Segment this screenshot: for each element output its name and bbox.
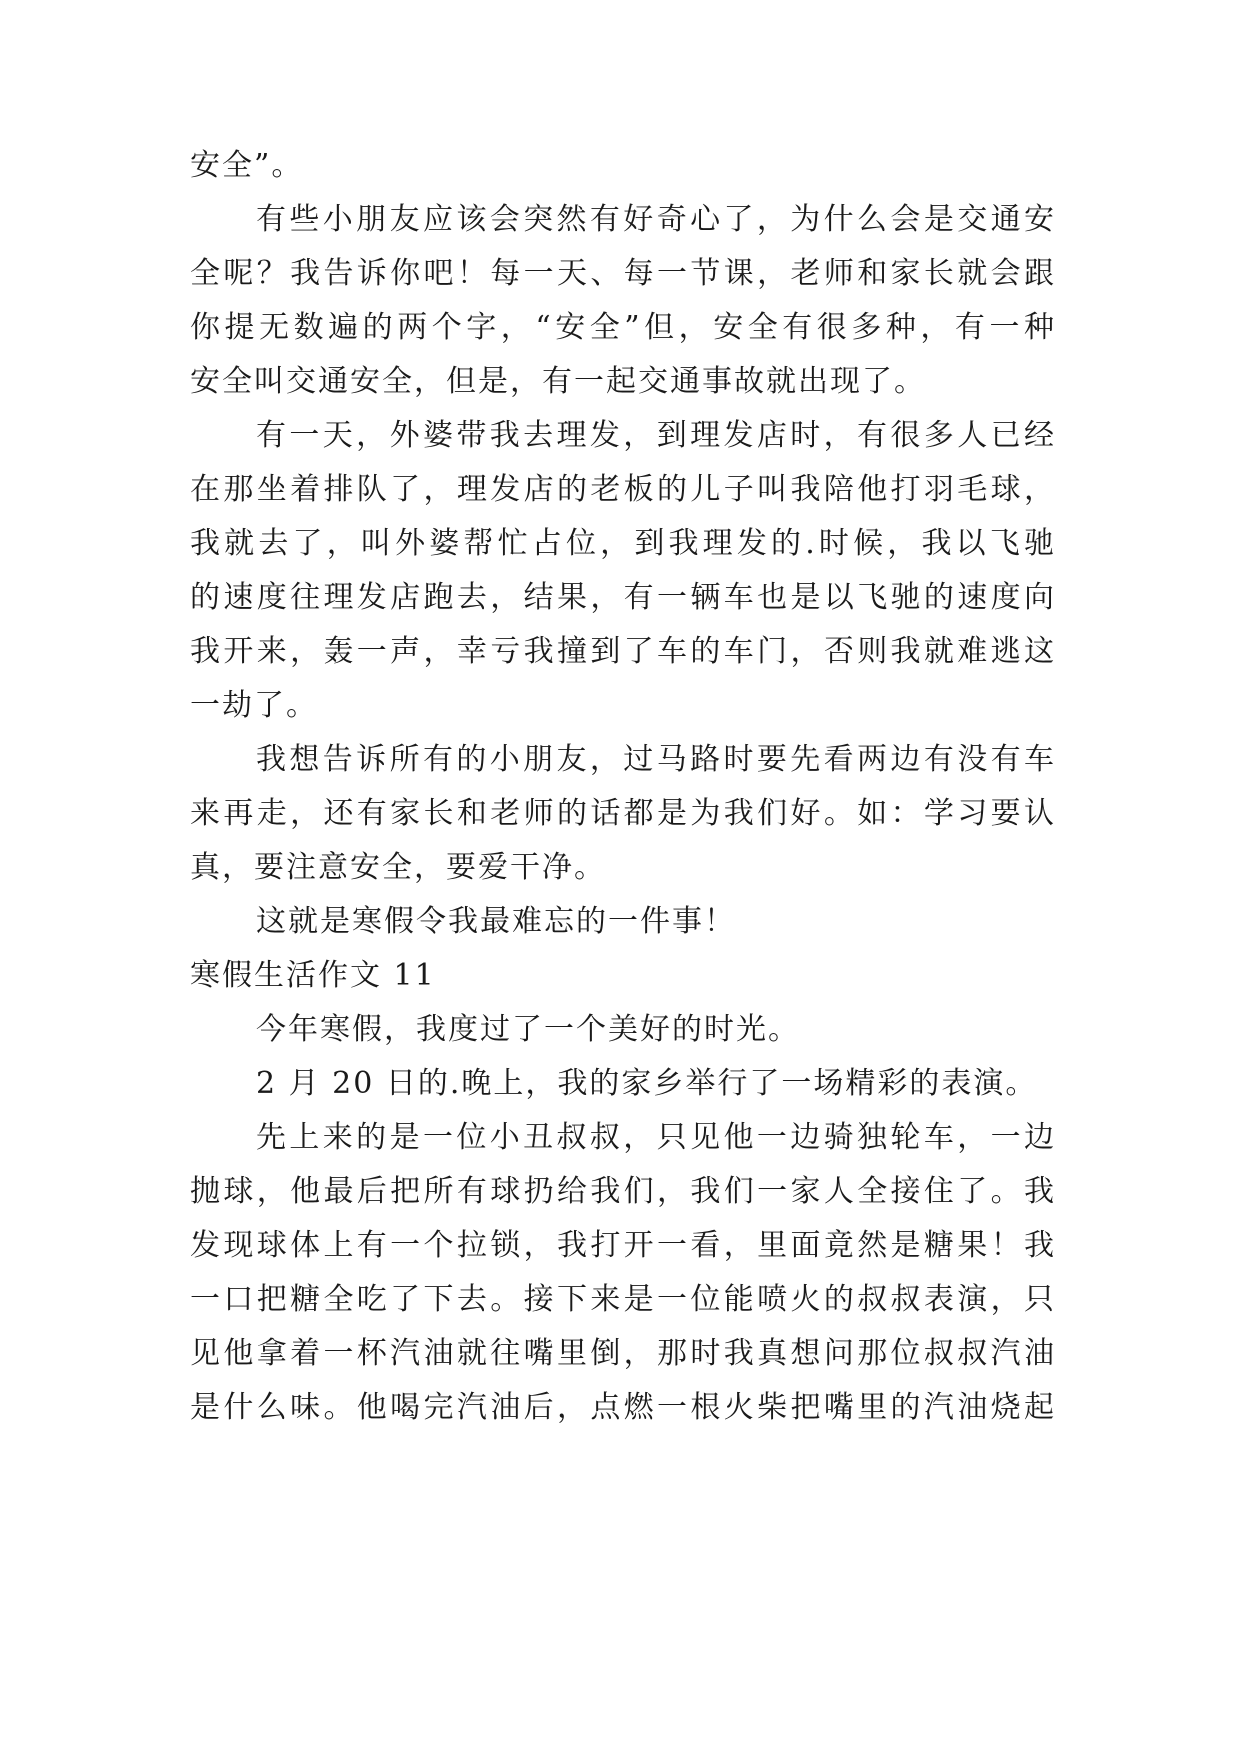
- paragraph-start-line: 这就是寒假令我最难忘的一件事！: [256, 904, 736, 939]
- text-line: 一劫了。: [190, 688, 318, 723]
- section-heading: 寒假生活作文 11: [190, 958, 436, 993]
- text-line: 安全叫交通安全，但是，有一起交通事故就出现了。: [190, 364, 926, 399]
- paragraph-start-line: 今年寒假，我度过了一个美好的时光。: [256, 1012, 800, 1047]
- text-line: 你提无数遍的两个字，“安全”但，安全有很多种，有一种: [190, 310, 1056, 345]
- paragraph-start-line: 有一天，外婆带我去理发，到理发店时，有很多人已经: [256, 418, 1056, 453]
- text-line: 我就去了，叫外婆帮忙占位，到我理发的.时候，我以飞驰: [190, 526, 1056, 561]
- text-line: 发现球体上有一个拉锁，我打开一看，里面竟然是糖果！我: [190, 1228, 1056, 1263]
- text-line: 安全”。: [190, 148, 304, 183]
- text-line: 抛球，他最后把所有球扔给我们，我们一家人全接住了。我: [190, 1174, 1056, 1209]
- text-line: 真，要注意安全，要爱干净。: [190, 850, 606, 885]
- paragraph-start-line: 有些小朋友应该会突然有好奇心了，为什么会是交通安: [256, 202, 1056, 237]
- text-line: 在那坐着排队了，理发店的老板的儿子叫我陪他打羽毛球，: [190, 472, 1056, 507]
- paragraph-start-line: 先上来的是一位小丑叔叔，只见他一边骑独轮车，一边: [256, 1120, 1056, 1155]
- paragraph-start-line: 我想告诉所有的小朋友，过马路时要先看两边有没有车: [256, 742, 1056, 777]
- text-line: 见他拿着一杯汽油就往嘴里倒，那时我真想问那位叔叔汽油: [190, 1336, 1056, 1371]
- paragraph-start-line: 2 月 20 日的.晚上，我的家乡举行了一场精彩的表演。: [256, 1066, 1038, 1101]
- text-line: 我开来，轰一声，幸亏我撞到了车的车门，否则我就难逃这: [190, 634, 1056, 669]
- text-line: 的速度往理发店跑去，结果，有一辆车也是以飞驰的速度向: [190, 580, 1056, 615]
- text-line: 一口把糖全吃了下去。接下来是一位能喷火的叔叔表演，只: [190, 1282, 1056, 1317]
- text-line: 来再走，还有家长和老师的话都是为我们好。如：学习要认: [190, 796, 1056, 831]
- text-line: 全呢？我告诉你吧！每一天、每一节课，老师和家长就会跟: [190, 256, 1056, 291]
- text-line: 是什么味。他喝完汽油后，点燃一根火柴把嘴里的汽油烧起: [190, 1390, 1056, 1425]
